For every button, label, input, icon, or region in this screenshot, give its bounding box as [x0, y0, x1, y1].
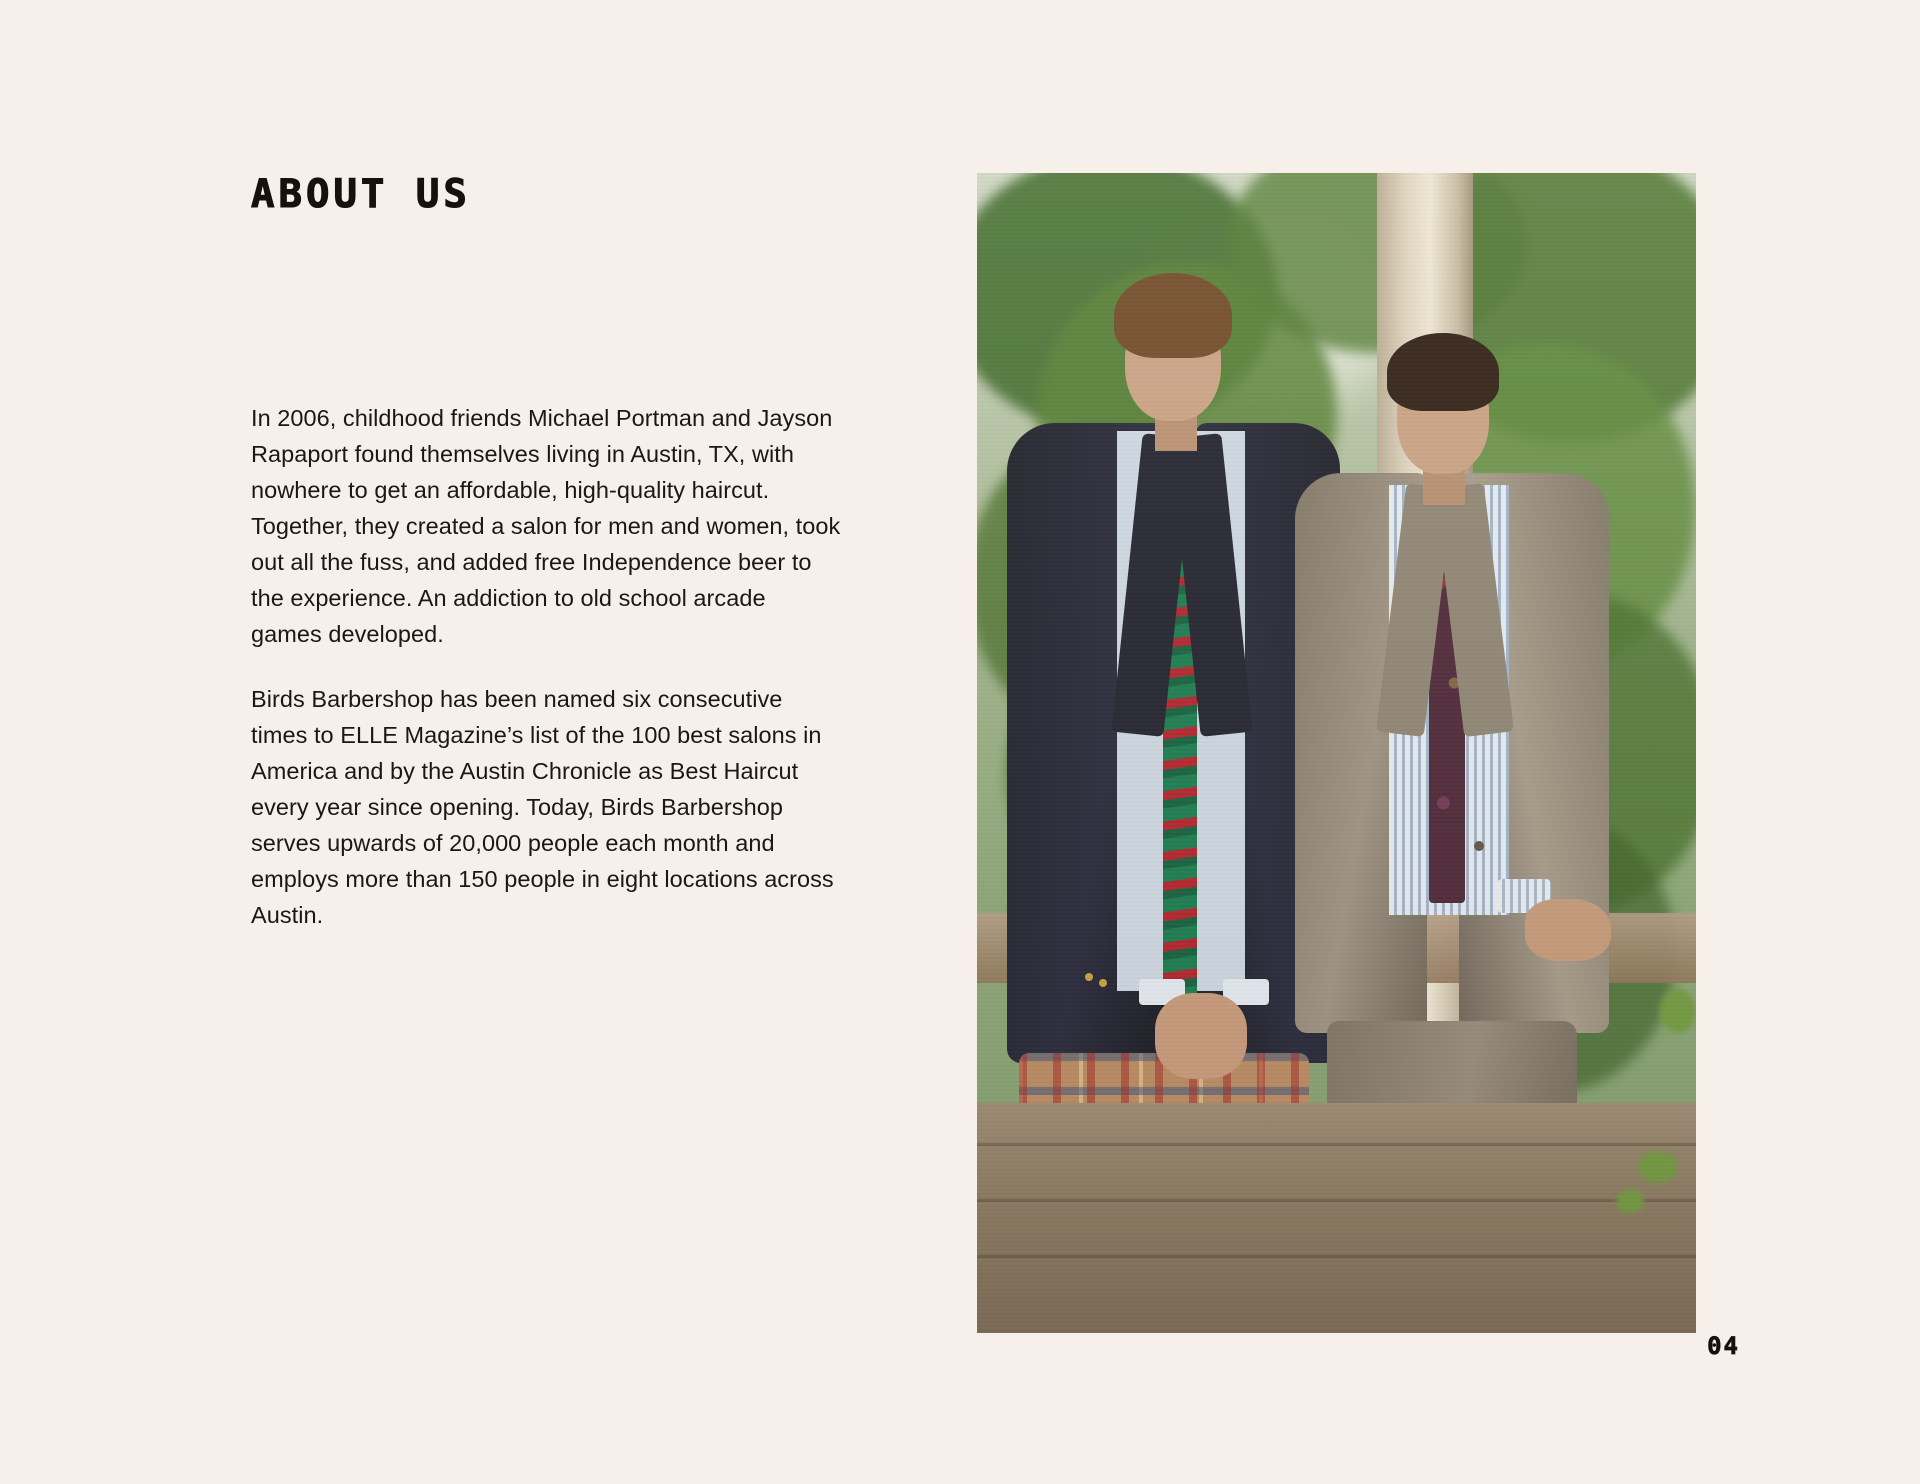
person-right-hair [1387, 333, 1499, 411]
porch-deck [977, 1103, 1696, 1333]
founders-photo [977, 173, 1696, 1333]
page-number: 04 [1707, 1332, 1740, 1360]
person-right-jacket-button [1474, 841, 1484, 851]
person-right-hand [1525, 899, 1611, 961]
person-left-sleeve-button-1 [1085, 973, 1093, 981]
grass-patch-3 [1660, 989, 1696, 1033]
paragraph-2: Birds Barbershop has been named six consecutive times to ELLE Magazine’s list of the 100 best salons in America and by the Austin Chronicle as Best Haircut every year since opening. Today, Birds Barbershop serves upwards of 20,000 people each month and employs more than 150 people in eight locations across Austin. [251, 686, 834, 928]
grass-patch-1 [1638, 1151, 1678, 1183]
grass-patch-2 [1616, 1189, 1644, 1213]
page-title: ABOUT US [251, 172, 471, 217]
deck-board-1 [977, 1143, 1696, 1146]
paragraph-1: In 2006, childhood friends Michael Portman and Jayson Rapaport found themselves living in Austin, TX, with nowhere to get an affordable, high-quality haircut. Together, they created a salon for men and women, took out all the fuss, and added free Independence beer to the experience. An addiction to old school arcade games developed. [251, 405, 841, 647]
body-copy [251, 400, 841, 933]
deck-board-2 [977, 1199, 1696, 1202]
photo-illustration [977, 173, 1696, 1333]
person-left-sleeve-button-2 [1099, 979, 1107, 987]
person-left-hands [1155, 993, 1247, 1079]
deck-board-3 [977, 1255, 1696, 1258]
person-left-hair [1114, 273, 1232, 358]
